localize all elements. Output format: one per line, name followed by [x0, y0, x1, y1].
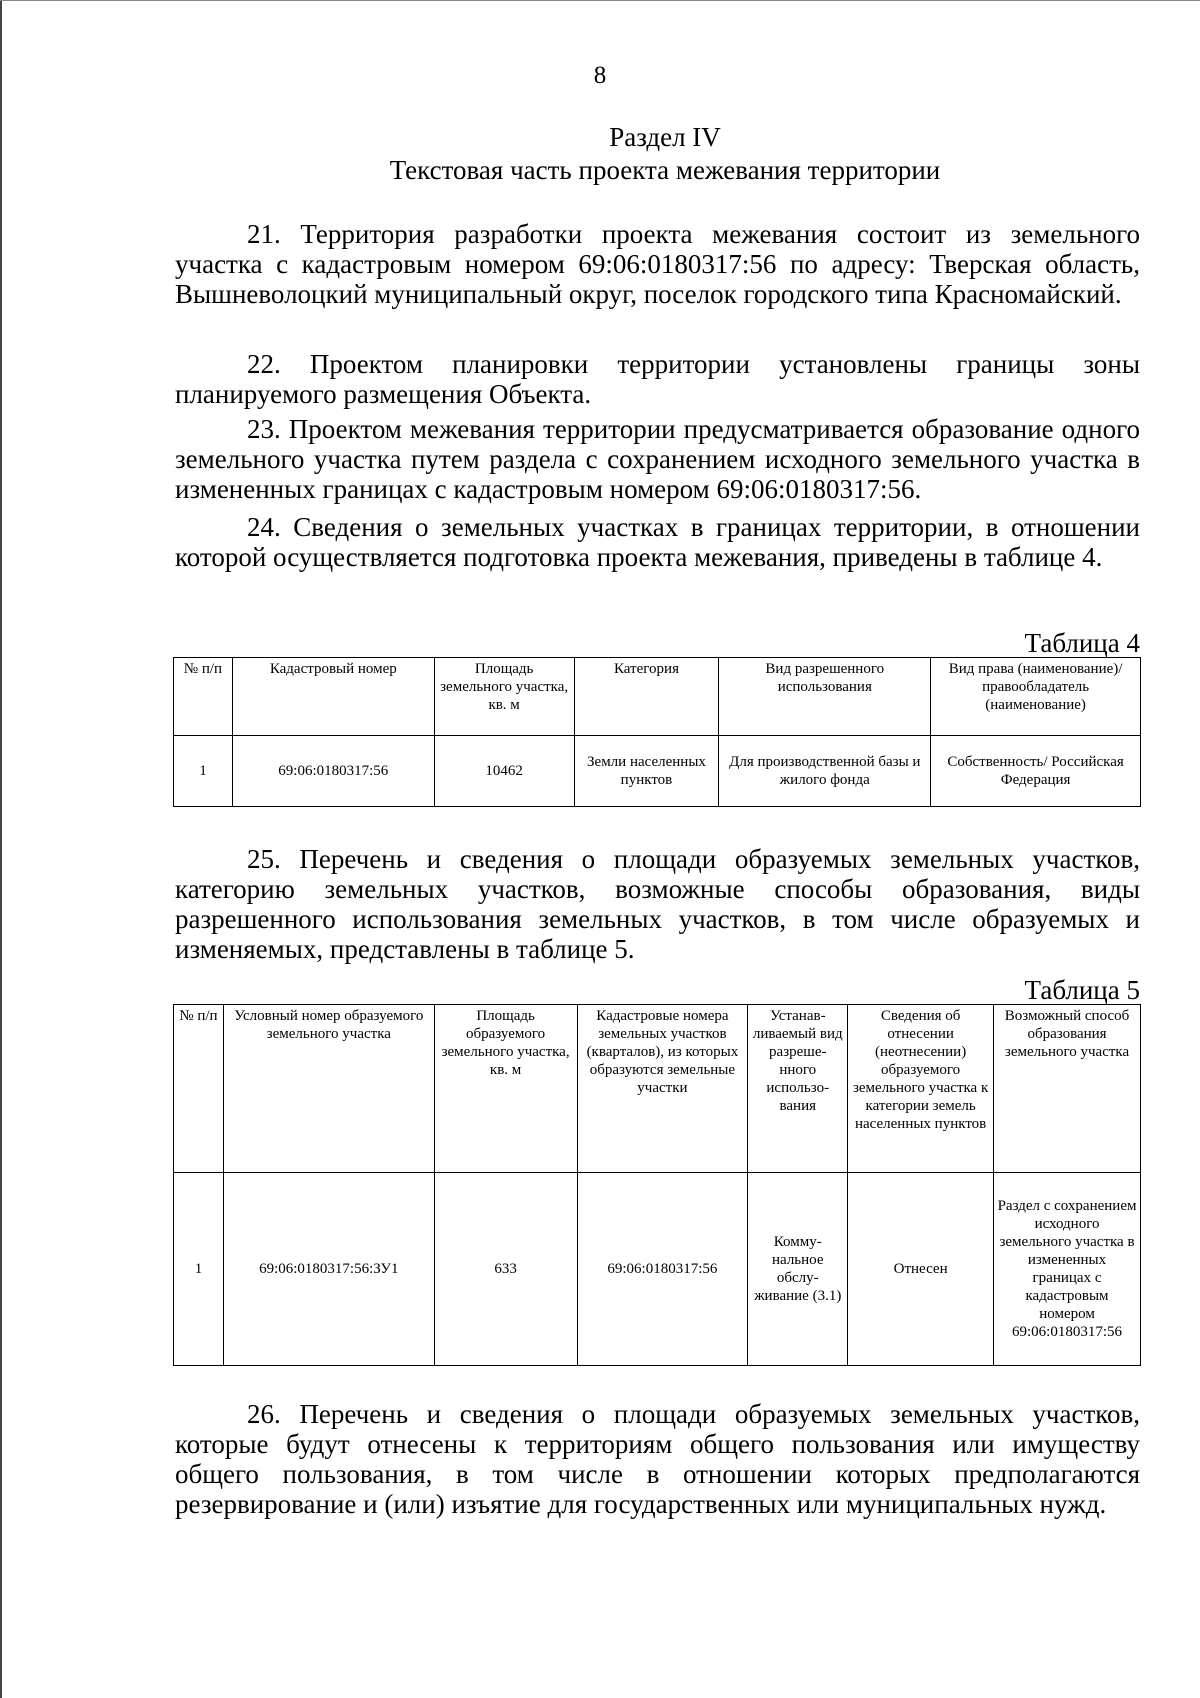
table-4	[173, 657, 1141, 807]
paragraph-21	[175, 219, 1140, 309]
table5-caption: Таблица 5	[1024, 975, 1140, 1005]
table5-header-cell: Площадь образуемого земельного участка, кв. м	[434, 1005, 577, 1173]
table4-header-cell: Вид разрешенного использования	[719, 658, 931, 736]
paragraph-24	[175, 512, 1140, 572]
table4-header-cell: Кадастровый номер	[232, 658, 434, 736]
table5-cell: Отнесен	[848, 1173, 994, 1366]
table4-header-cell: Площадь земельного участка, кв. м	[434, 658, 574, 736]
table-5	[173, 1004, 1141, 1366]
paragraph-21-text: 21. Территория разработки проекта межевания состоит из земельного участка с кадастровым номером 69:06:0180317:56 по адресу: Тверская область, Вышневолоцкий муниципальный округ, поселок городского типа Красномайский.	[175, 219, 1140, 309]
paragraph-22-text: 22. Проектом планировки территории установлены границы зоны планируемого размещения Объекта.	[175, 349, 1140, 409]
table5-header-cell: Возможный способ образования земельного участка	[994, 1005, 1141, 1173]
table5-cell: Раздел с сохранением исходного земельного участка в измененных границах с кадастровым номером 69:06:0180317:56	[994, 1173, 1141, 1366]
table4-cell: 1	[174, 736, 233, 807]
table5-header-cell: Условный номер образуемого земельного участка	[223, 1005, 434, 1173]
table-row	[174, 1173, 1141, 1366]
table5-header-cell: Сведения об отнесении (неотнесении) образуемого земельного участка к категории земель населенных пунктов	[848, 1005, 994, 1173]
table5-header-cell: Устанав-ливаемый вид разреше-нного использо-вания	[748, 1005, 848, 1173]
table4-cell: 10462	[434, 736, 574, 807]
paragraph-23-text: 23. Проектом межевания территории предусматривается образование одного земельного участка путем раздела с сохранением исходного земельного участка в измененных границах с кадастровым номером 69:06:0180317:56.	[175, 414, 1140, 504]
paragraph-25	[175, 844, 1140, 964]
section-title: Раздел IV	[609, 122, 721, 152]
table4-header-cell: № п/п	[174, 658, 233, 736]
table5-header-row	[174, 1005, 1141, 1173]
paragraph-23	[175, 414, 1140, 504]
table5-header-cell: Кадастровые номера земельных участков (кварталов), из которых образуются земельные участки	[577, 1005, 748, 1173]
table4-header-cell: Категория	[574, 658, 719, 736]
paragraph-26	[175, 1399, 1140, 1519]
table5-cell: 69:06:0180317:56:ЗУ1	[223, 1173, 434, 1366]
table4-caption: Таблица 4	[1024, 628, 1140, 658]
table4-header-cell: Вид права (наименование)/ правообладатель (наименование)	[931, 658, 1141, 736]
scan-edge-left	[0, 0, 2, 1698]
paragraph-26-text: 26. Перечень и сведения о площади образуемых земельных участков, которые будут отнесены к территориям общего пользования или имуществу общего пользования, в том числе в отношении которых предполагаются резервирование и (или) изъятие для государственных или муниципальных нужд.	[175, 1399, 1140, 1519]
paragraph-24-text: 24. Сведения о земельных участках в границах территории, в отношении которой осуществляется подготовка проекта межевания, приведены в таблице 4.	[175, 512, 1140, 572]
table5-cell: 1	[174, 1173, 224, 1366]
table4-cell: Для производственной базы и жилого фонда	[719, 736, 931, 807]
paragraph-25-text: 25. Перечень и сведения о площади образуемых земельных участков, категорию земельных участков, возможные способы образования, виды разрешенного использования земельных участков, в том числе образуемых и изменяемых, представлены в таблице 5.	[175, 844, 1140, 964]
table4-header-row	[174, 658, 1141, 736]
paragraph-22	[175, 349, 1140, 409]
section-subtitle: Текстовая часть проекта межевания территории	[389, 155, 941, 185]
scan-edge-top	[0, 0, 1200, 1]
table-row	[174, 736, 1141, 807]
page-number: 8	[593, 62, 607, 89]
table5-header-cell: № п/п	[174, 1005, 224, 1173]
table4-cell: Земли населенных пунктов	[574, 736, 719, 807]
table4-cell: 69:06:0180317:56	[232, 736, 434, 807]
table5-cell: 69:06:0180317:56	[577, 1173, 748, 1366]
table5-cell: 633	[434, 1173, 577, 1366]
table5-cell: Комму-нальное обслу-живание (3.1)	[748, 1173, 848, 1366]
table4-cell: Собственность/ Российская Федерация	[931, 736, 1141, 807]
